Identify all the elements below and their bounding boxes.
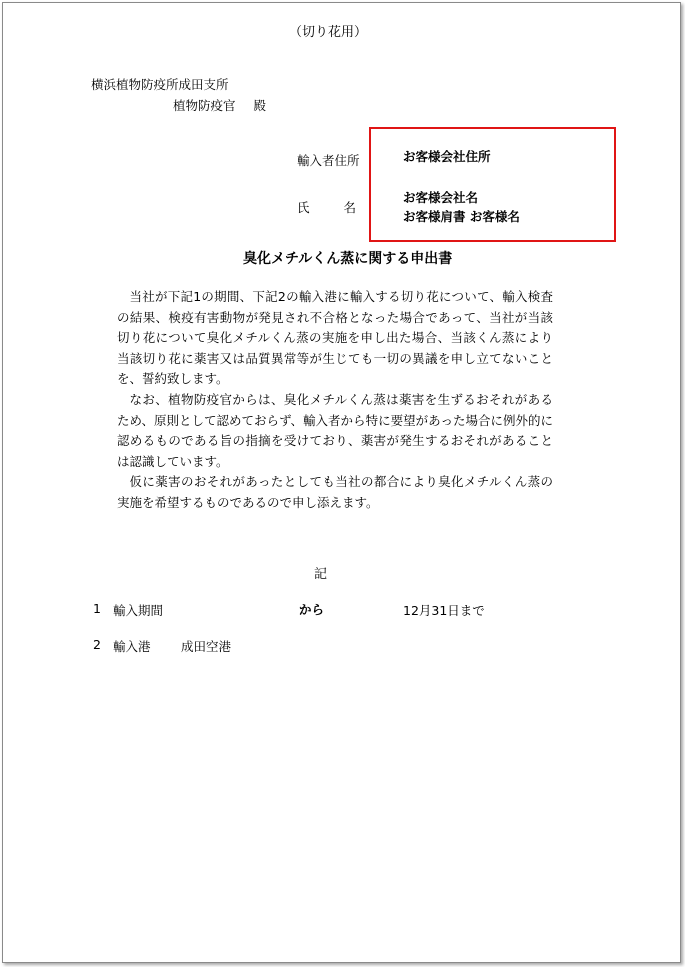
body-text xyxy=(117,287,553,514)
item-number: 1 xyxy=(93,601,101,616)
item-number: 2 xyxy=(93,637,101,652)
document-title: 臭化メチルくん蒸に関する申出書 xyxy=(243,251,453,267)
addressee-office: 横浜植物防疫所成田支所 xyxy=(91,77,229,92)
name-label-left: 氏 xyxy=(297,200,310,215)
addressee-line xyxy=(173,96,266,114)
import-port-value: 成田空港 xyxy=(181,639,232,654)
addressee-honorific: 殿 xyxy=(253,98,267,113)
importer-address-label: 輸入者住所 xyxy=(297,153,360,168)
ki-heading: 記 xyxy=(314,567,328,582)
body-paragraph: なお、植物防疫官からは、臭化メチルくん蒸は薬害を生ずるおそれがあるため、原則として認めておらず、輸入者から特に要望があった場合に例外的に認めるものである旨の指摘を受けており、薬害が発生するおそれがあることは認識しています。 xyxy=(117,391,553,469)
customer-company: お客様会社名 xyxy=(403,190,479,205)
document-page xyxy=(2,2,681,963)
import-port-label: 輸入港 xyxy=(113,639,151,654)
customer-address: お客様会社住所 xyxy=(403,149,491,164)
addressee-role: 植物防疫官 xyxy=(173,98,236,113)
name-label xyxy=(297,198,356,216)
body-paragraph: 仮に薬害のおそれがあったとしても当社の都合により臭化メチルくん蒸の実施を希望するものであるので申し添えます。 xyxy=(117,474,553,510)
name-label-right: 名 xyxy=(343,200,357,215)
body-paragraph: 当社が下記1の期間、下記2の輸入港に輸入する切り花について、輸入検査の結果、検疫有害動物が発見され不合格となった場合であって、当社が当該切り花について臭化メチルくん蒸の実施を申し出た場合、当該くん蒸により当該切り花に薬害又は品質異常等が生じても一切の異議を申し立てないことを、誓約致します。 xyxy=(117,289,553,387)
import-period-from: から xyxy=(299,602,325,617)
import-period-label: 輸入期間 xyxy=(113,603,164,618)
import-period-end: 12月31日まで xyxy=(403,603,485,618)
document-type-label: （切り花用） xyxy=(289,25,368,40)
customer-title-name: お客様肩書 お客様名 xyxy=(403,209,520,224)
